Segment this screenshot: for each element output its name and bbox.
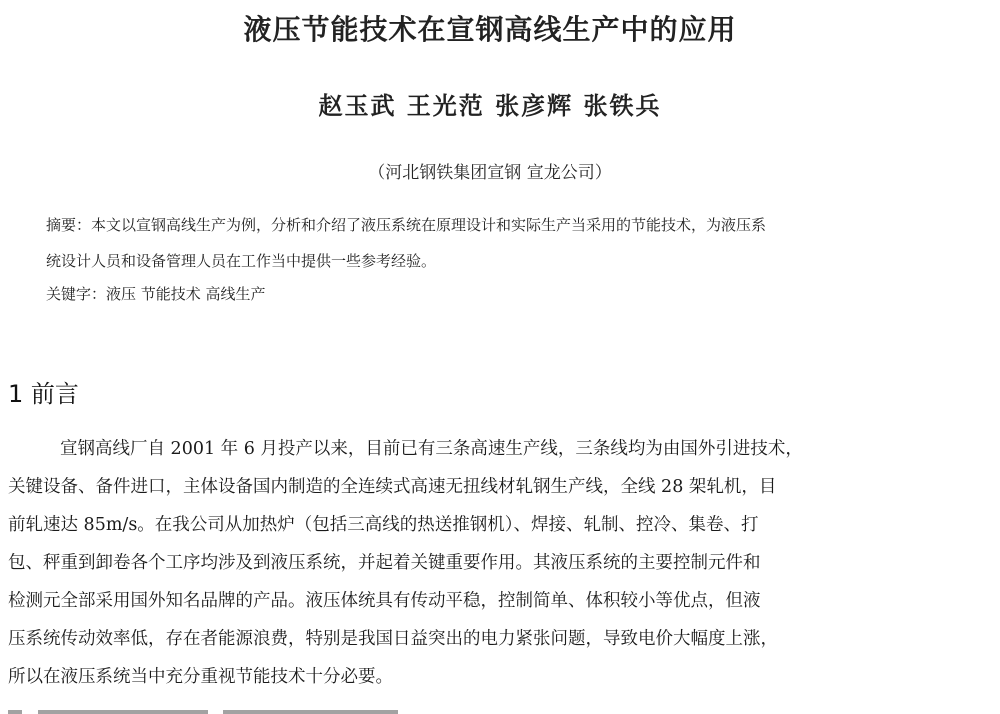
truncated-glyph — [223, 710, 398, 714]
body-line: 前轧速达 85m/s。在我公司从加热炉（包括三高线的热送推钢机）、焊接、轧制、控冷、集卷、打 — [8, 515, 759, 535]
abstract-block — [46, 207, 946, 279]
keywords-line: 关键字：液压 节能技术 高线生产 — [46, 285, 266, 303]
section-heading: 1 前言 — [8, 380, 79, 408]
body-line: 所以在液压系统当中充分重视节能技术十分必要。 — [8, 667, 393, 687]
body-line: 关键设备、备件进口，主体设备国内制造的全连续式高速无扭线材轧钢生产线，全线 28 架轧机，目 — [8, 477, 777, 497]
abstract-line: 统设计人员和设备管理人员在工作当中提供一些参考经验。 — [46, 252, 437, 270]
section-body — [8, 430, 943, 696]
truncated-next-heading — [8, 700, 408, 714]
body-line: 宣钢高线厂自 2001 年 6 月投产以来，目前已有三条高速生产线，三条线均为由国外引进技术， — [60, 439, 803, 459]
paper-authors: 赵玉武 王光范 张彦辉 张铁兵 — [318, 91, 662, 120]
paper-title: 液压节能技术在宣钢高线生产中的应用 — [243, 13, 737, 46]
paper-affiliation: （河北钢铁集团宣钢 宣龙公司） — [368, 163, 612, 183]
body-line: 包、秤重到卸卷各个工序均涉及到液压系统，并起着关键重要作用。其液压系统的主要控制元件和 — [8, 553, 761, 573]
body-line: 检测元全部采用国外知名品牌的产品。液压体统具有传动平稳，控制简单、体积较小等优点，但液 — [8, 591, 761, 611]
body-line: 压系统传动效率低，存在者能源浪费，特别是我国日益突出的电力紧张问题，导致电价大幅度上涨， — [8, 629, 778, 649]
truncated-glyph — [38, 710, 208, 714]
truncated-glyph — [8, 710, 22, 714]
abstract-line: 摘要：本文以宣钢高线生产为例，分析和介绍了液压系统在原理设计和实际生产当采用的节能技术，为液压系 — [46, 216, 767, 234]
